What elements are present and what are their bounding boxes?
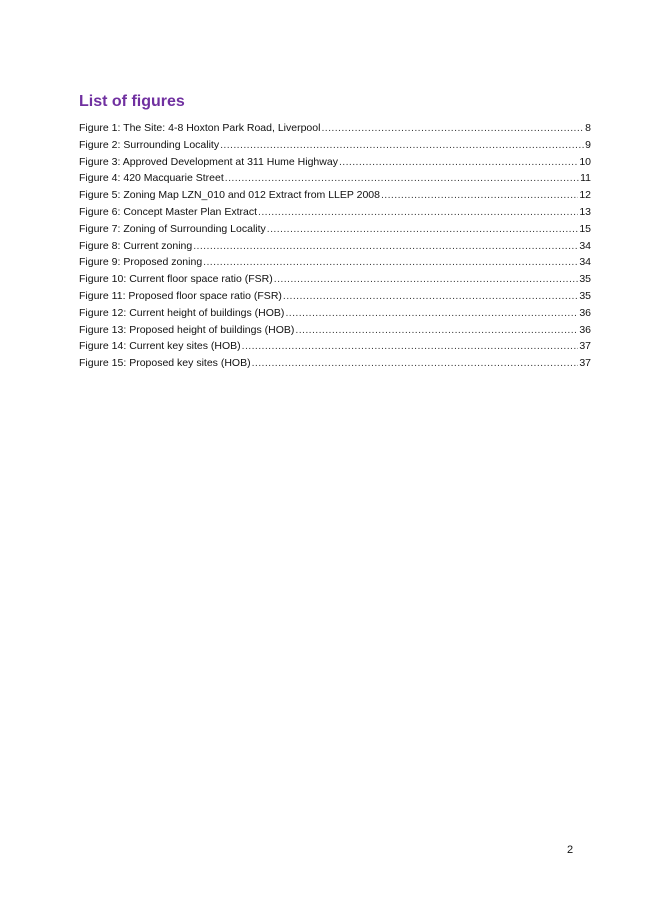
figures-list <box>79 120 591 372</box>
dot-leader <box>193 238 578 255</box>
dot-leader <box>274 271 579 288</box>
figure-entry-1[interactable] <box>79 120 591 137</box>
dot-leader <box>321 120 584 137</box>
figure-entry-label: Figure 15: Proposed key sites (HOB) <box>79 357 251 370</box>
dot-leader <box>252 355 579 372</box>
figure-entry-page: 36 <box>579 306 591 319</box>
figure-entry-label: Figure 1: The Site: 4-8 Hoxton Park Road, Liverpool <box>79 122 321 134</box>
figure-entry-page: 37 <box>579 357 591 370</box>
figure-entry-8[interactable] <box>79 238 591 255</box>
figure-entry-page: 13 <box>579 205 591 218</box>
figure-entry-page: 9 <box>585 138 591 151</box>
dot-leader <box>283 288 578 305</box>
figure-entry-3[interactable] <box>79 154 591 171</box>
dot-leader <box>339 154 578 171</box>
figure-entry-page: 8 <box>585 122 591 134</box>
figure-entry-page: 34 <box>579 239 591 252</box>
figure-entry-13[interactable] <box>79 322 591 339</box>
figure-entry-7[interactable] <box>79 221 591 238</box>
figure-entry-label: Figure 3: Approved Development at 311 Hume Highway <box>79 155 338 168</box>
figure-entry-9[interactable] <box>79 254 591 271</box>
figure-entry-page: 35 <box>579 273 591 286</box>
figure-entry-14[interactable] <box>79 338 591 355</box>
figure-entry-4[interactable] <box>79 170 591 187</box>
list-of-figures-heading: List of figures <box>79 93 185 110</box>
figure-entry-2[interactable] <box>79 137 591 154</box>
dot-leader <box>267 221 579 238</box>
figure-entry-label: Figure 4: 420 Macquarie Street <box>79 172 224 185</box>
figure-entry-label: Figure 11: Proposed floor space ratio (FSR) <box>79 289 282 302</box>
figure-entry-label: Figure 14: Current key sites (HOB) <box>79 340 241 353</box>
dot-leader <box>225 170 579 187</box>
figure-entry-15[interactable] <box>79 355 591 372</box>
dot-leader <box>220 137 584 154</box>
figure-entry-label: Figure 10: Current floor space ratio (FSR) <box>79 273 273 286</box>
figure-entry-label: Figure 8: Current zoning <box>79 239 193 252</box>
figure-entry-page: 34 <box>579 256 591 269</box>
figure-entry-page: 36 <box>579 323 591 336</box>
dot-leader <box>381 187 578 204</box>
figure-entry-label: Figure 6: Concept Master Plan Extract <box>79 205 257 218</box>
figure-entry-label: Figure 5: Zoning Map LZN_010 and 012 Extract from LLEP 2008 <box>79 189 380 202</box>
figure-entry-page: 35 <box>579 289 591 302</box>
figure-entry-12[interactable] <box>79 305 591 322</box>
figure-entry-5[interactable] <box>79 187 591 204</box>
figure-entry-label: Figure 12: Current height of buildings (HOB) <box>79 306 285 319</box>
dot-leader <box>285 305 578 322</box>
dot-leader <box>203 254 578 271</box>
figure-entry-page: 37 <box>579 340 591 353</box>
figure-entry-11[interactable] <box>79 288 591 305</box>
figure-entry-label: Figure 13: Proposed height of buildings (HOB) <box>79 323 295 336</box>
figure-entry-label: Figure 2: Surrounding Locality <box>79 138 220 151</box>
figure-entry-page: 15 <box>579 222 591 235</box>
figure-entry-page: 11 <box>580 172 591 185</box>
figure-entry-label: Figure 9: Proposed zoning <box>79 256 203 269</box>
figure-entry-page: 10 <box>579 155 591 168</box>
dot-leader <box>258 204 578 221</box>
figure-entry-10[interactable] <box>79 271 591 288</box>
dot-leader <box>295 322 578 339</box>
page-number: 2 <box>566 844 574 856</box>
dot-leader <box>242 338 579 355</box>
figure-entry-6[interactable] <box>79 204 591 221</box>
figure-entry-label: Figure 7: Zoning of Surrounding Locality <box>79 222 266 235</box>
figure-entry-page: 12 <box>579 189 591 202</box>
